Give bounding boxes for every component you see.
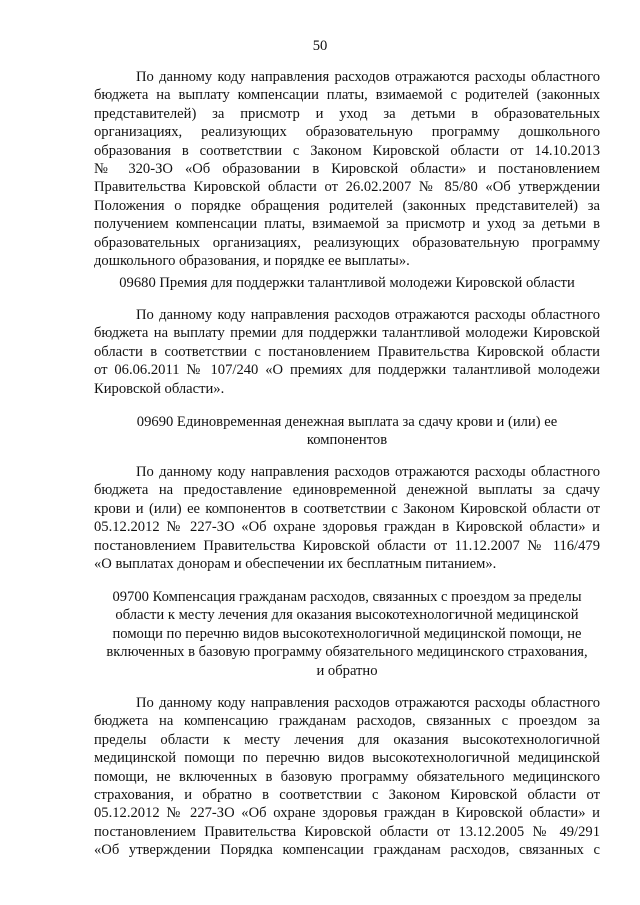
text-line: помощи, не включенных в базовую программу обязательного медицинского xyxy=(94,768,600,785)
text-line: По данному коду направления расходов отражаются расходы областного xyxy=(136,464,600,480)
heading-line: компонентов xyxy=(306,432,388,449)
text-line: образования в соответствии с Законом Кировской области от 14.10.2013 xyxy=(94,142,600,159)
text-line: Кировской области». xyxy=(94,380,225,397)
text-line: образовательных организациях, реализующих образовательную программу xyxy=(94,234,600,251)
text-line: Положения о порядке обращения родителей (законных представителей) за xyxy=(94,197,600,214)
text-line: области в соответствии с постановлением Правительства Кировской области xyxy=(94,343,600,360)
heading-line: и обратно xyxy=(316,662,378,679)
text-line: 05.12.2012 № 227-ЗО «Об охране здоровья граждан в Кировской области» и xyxy=(94,519,600,536)
paragraph-talented-youth-award xyxy=(94,306,600,398)
text-line: дошкольного образования, и порядке ее выплаты». xyxy=(94,253,410,270)
text-line: «Об утверждении Порядка компенсации гражданам расходов, связанных с xyxy=(94,842,600,859)
text-line: бюджета на выплату компенсации платы, взимаемой с родителей (законных xyxy=(94,87,600,104)
heading-line: 09690 Единовременная денежная выплата за сдачу крови и (или) ее xyxy=(136,414,558,430)
text-line: крови и (или) ее компонентов в соответствии с Законом Кировской области от xyxy=(94,500,600,517)
text-line: от 06.06.2011 № 107/240 «О премиях для поддержки талантливой молодежи xyxy=(94,362,600,379)
text-line: постановлением Правительства Кировской области от 11.12.2007 № 116/479 xyxy=(94,537,600,554)
text-line: представителей) за присмотр и уход за детьми в образовательных xyxy=(94,105,600,122)
heading-line: 09680 Премия для поддержки талантливой молодежи Кировской области xyxy=(119,275,575,291)
text-line: бюджета на компенсацию гражданам расходов, связанных с проездом за xyxy=(94,713,600,730)
text-line: № 320-ЗО «Об образовании в Кировской области» и постановлением xyxy=(94,161,600,178)
text-line: получением компенсации платы, взимаемой за присмотр и уход за детьми в xyxy=(94,216,600,233)
text-line: постановлением Правительства Кировской области от 13.12.2005 № 49/291 xyxy=(94,823,600,840)
heading-line: включенных в базовую программу обязательного медицинского страхования, xyxy=(106,644,588,661)
text-line: страхования, и обратно в соответствии с Законом Кировской области от xyxy=(94,787,600,804)
text-line: По данному коду направления расходов отражаются расходы областного xyxy=(136,307,600,323)
text-line: По данному коду направления расходов отражаются расходы областного xyxy=(136,69,600,85)
text-line: По данному коду направления расходов отражаются расходы областного xyxy=(136,695,600,711)
text-line: пределы области к месту лечения для оказания высокотехнологичной xyxy=(94,731,600,748)
text-line: бюджета на предоставление единовременной денежной выплаты за сдачу xyxy=(94,482,600,499)
heading-line: 09700 Компенсация гражданам расходов, связанных с проездом за пределы xyxy=(112,589,582,605)
text-line: медицинской помощи по перечню видов высокотехнологичной медицинской xyxy=(94,750,600,767)
text-line: бюджета на выплату премии для поддержки талантливой молодежи Кировской xyxy=(94,325,600,342)
section-heading-09680 xyxy=(94,274,600,292)
paragraph-blood-donation-payment xyxy=(94,463,600,573)
text-line: «О выплатах донорам и обеспечении их бесплатным питанием». xyxy=(94,556,497,573)
text-line: 05.12.2012 № 227-ЗО «Об охране здоровья граждан в Кировской области» и xyxy=(94,805,600,822)
section-heading-09690 xyxy=(94,413,600,450)
paragraph-hightech-care-travel-compensation xyxy=(94,694,600,860)
paragraph-compensation-preschool xyxy=(94,68,600,270)
heading-line: помощи по перечню видов высокотехнологичной медицинской помощи, не xyxy=(112,625,582,642)
section-heading-09700 xyxy=(94,588,600,680)
text-line: Правительства Кировской области от 26.02.2007 № 85/80 «Об утверждении xyxy=(94,179,600,196)
heading-line: области к месту лечения для оказания высокотехнологичной медицинской xyxy=(115,607,579,624)
page-number: 50 xyxy=(312,38,328,54)
text-line: организациях, реализующих образовательную программу дошкольного xyxy=(94,124,600,141)
